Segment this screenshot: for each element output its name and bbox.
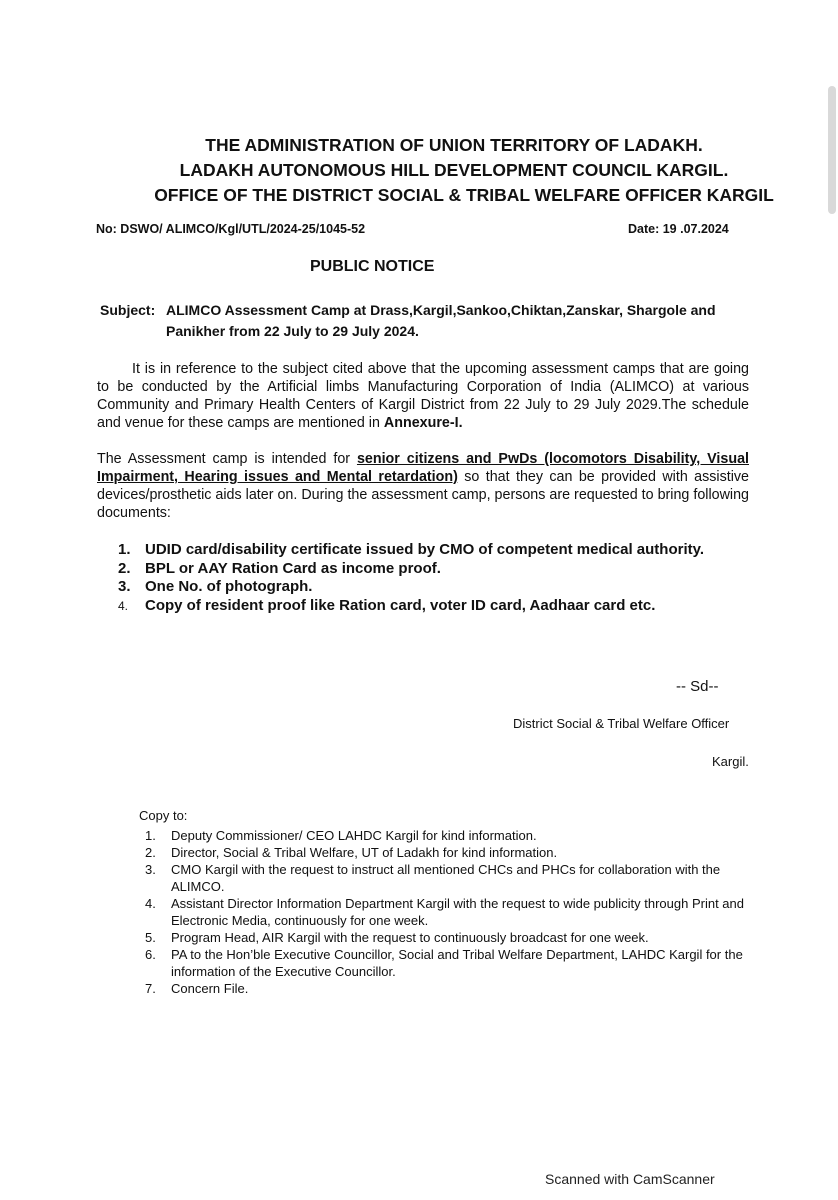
required-documents-list [118, 541, 758, 615]
list-item [145, 844, 765, 861]
list-item-number: 1. [118, 541, 131, 558]
list-item-number: 2. [118, 559, 131, 577]
list-item [145, 946, 765, 980]
subject [100, 300, 760, 342]
signatory-designation: District Social & Tribal Welfare Officer [513, 716, 730, 731]
list-item-number: 1. [145, 828, 156, 843]
notice-title: PUBLIC NOTICE [310, 258, 435, 275]
list-item-text: Deputy Commissioner/ CEO LAHDC Kargil for kind information. [171, 828, 537, 843]
subject-line-1: ALIMCO Assessment Camp at Drass,Kargil,Sankoo,Chiktan,Zanskar, Shargole and [166, 302, 716, 318]
list-item-number: 5. [145, 930, 156, 945]
list-item-text: Director, Social & Tribal Welfare, UT of Ladakh for kind information. [171, 845, 558, 860]
list-item [118, 597, 758, 616]
list-item [145, 861, 765, 895]
list-item-number: 4. [145, 896, 156, 911]
reference-number: No: DSWO/ ALIMCO/Kgl/UTL/2024-25/1045-52 [96, 222, 366, 236]
list-item-number: 3. [118, 578, 131, 595]
list-item [145, 895, 765, 929]
intro-paragraph [97, 360, 749, 432]
list-item-text: Copy of resident proof like Ration card, voter ID card, Aadhaar card etc. [145, 596, 656, 614]
annexure-reference: Annexure-I [383, 415, 459, 431]
eligibility-text-end: so that they can be provided with assistive devices/prosthetic aids later on. During the assessment camp, persons are requested to bring following documents: [97, 469, 749, 521]
list-item [118, 541, 758, 560]
eligible-groups: senior citizens and PwDs (locomotors Disability, Visual Impairment, Hearing issues and Mental retardation) [97, 451, 749, 485]
list-item-text: Program Head, AIR Kargil with the request to continuously broadcast for one week. [171, 930, 649, 945]
list-item [145, 980, 765, 997]
list-item-text: UDID card/disability certificate issued by CMO of competent medical authority. [145, 541, 705, 558]
list-item-text: One No. of photograph. [145, 578, 313, 595]
scanner-watermark: Scanned with CamScanner [545, 1171, 715, 1187]
list-item [145, 929, 765, 946]
list-item-number: 2. [145, 845, 156, 860]
list-item [145, 827, 765, 844]
eligibility-paragraph [97, 450, 749, 522]
intro-period: . [458, 415, 463, 431]
list-item-text: Concern File. [171, 981, 249, 996]
letterhead-line-2: LADAKH AUTONOMOUS HILL DEVELOPMENT COUNCIL KARGIL. [179, 160, 729, 180]
letterhead [0, 133, 838, 208]
eligibility-text-start: The Assessment camp is intended for [97, 451, 357, 467]
list-item-number: 3. [145, 862, 156, 877]
list-item-text: CMO Kargil with the request to instruct all mentioned CHCs and PHCs for collaboration with the ALIMCO. [171, 862, 721, 894]
copy-to-title: Copy to: [139, 808, 188, 823]
subject-line-2: Panikher from 22 July to 29 July 2024. [166, 323, 419, 339]
list-item-text: BPL or AAY Ration Card as income proof. [145, 559, 441, 577]
copy-to-list [145, 827, 765, 997]
list-item-number: 7. [145, 981, 156, 996]
intro-text: It is in reference to the subject cited above that the upcoming assessment camps that are going to be conducted by the Artificial limbs Manufacturing Corporation of India (ALIMCO) at various Community and Primary Health Centers of Kargil District from 22 July to 29 July 2029.The schedule and venue for these camps are mentioned in [97, 361, 749, 431]
notice-date: Date: 19 .07.2024 [628, 222, 729, 236]
letterhead-line-3: OFFICE OF THE DISTRICT SOCIAL & TRIBAL WELFARE OFFICER KARGIL [154, 185, 774, 205]
list-item-text: Assistant Director Information Department Kargil with the request to wide publicity through Print and Electronic Media, continuously for one week. [171, 896, 744, 928]
signature-mark: -- Sd-- [676, 678, 719, 695]
signatory-place: Kargil. [712, 754, 749, 769]
list-item [118, 560, 758, 579]
subject-label: Subject: [100, 302, 156, 318]
letterhead-line-1: THE ADMINISTRATION OF UNION TERRITORY OF LADAKH. [205, 135, 703, 155]
list-item [118, 578, 758, 597]
list-item-text: PA to the Hon’ble Executive Councillor, Social and Tribal Welfare Department, LAHDC Kargil for the information of the Executive Councillor. [171, 947, 743, 979]
list-item-number: 4. [118, 598, 129, 613]
list-item-number: 6. [145, 947, 156, 962]
